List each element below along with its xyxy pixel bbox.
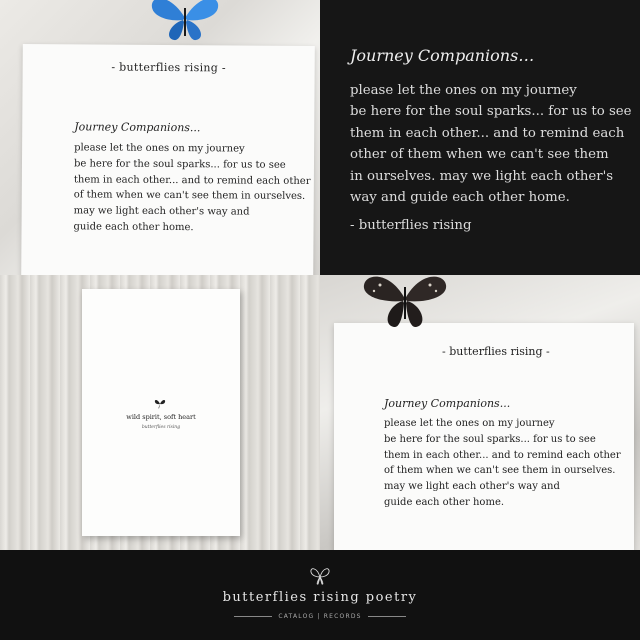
butterfly-logo-icon: [308, 566, 332, 586]
poem-line: them in each other... and to remind each other: [384, 449, 621, 461]
quote-title: Journey Companions…: [350, 46, 535, 65]
quote-line: other of them when we can't see them: [350, 147, 609, 163]
poem-line: be here for the soul sparks... for us to see: [73, 158, 286, 171]
dark-butterfly-icon: [360, 275, 450, 329]
brand-footer: [0, 550, 640, 640]
poem-paper: [21, 44, 315, 275]
butterfly-icon: [154, 399, 166, 409]
blue-butterfly-icon: [150, 0, 220, 42]
poem-line: them in each other... and to remind each other: [73, 173, 311, 187]
poem-line: guide each other home.: [384, 496, 505, 508]
divider: [368, 616, 406, 617]
paper-header: - butterflies rising -: [442, 345, 550, 358]
book-title: wild spirit, soft heart: [126, 413, 196, 421]
poem-body: [384, 416, 634, 511]
quote-panel-top-right: [320, 0, 640, 275]
poem-line: of them when we can't see them in ourselves.: [73, 189, 306, 203]
poem-title: Journey Companions...: [74, 120, 201, 135]
brand-subtitle: [0, 613, 640, 620]
quote-line: in ourselves. may we light each other's: [350, 168, 614, 184]
divider: [234, 616, 272, 617]
poetry-booklet: [82, 289, 240, 536]
photo-panel-bottom-left: [0, 275, 320, 550]
quote-line: them in each other... and to remind each: [350, 125, 625, 141]
quote-line: be here for the soul sparks... for us to see: [350, 104, 632, 120]
quote-line: way and guide each other home.: [350, 190, 570, 206]
photo-panel-bottom-right: [320, 275, 640, 550]
poem-line: please let the ones on my journey: [74, 142, 245, 155]
poem-line: of them when we can't see them in ourselves.: [384, 465, 616, 477]
poem-line: be here for the soul sparks... for us to see: [384, 433, 596, 445]
quote-line: please let the ones on my journey: [350, 83, 577, 98]
book-author: butterflies rising: [141, 425, 181, 430]
poem-line: please let the ones on my journey: [384, 418, 555, 429]
poem-title: Journey Companions...: [384, 397, 511, 410]
poem-line: guide each other home.: [73, 221, 194, 234]
photo-panel-top-left: [0, 0, 320, 275]
brand-subtitle-text: CATALOG | RECORDS: [278, 613, 362, 620]
quote-signature: - butterflies rising: [350, 218, 472, 233]
brand-name: butterflies rising poetry: [222, 590, 418, 605]
poem-line: may we light each other's way and: [73, 205, 250, 218]
paper-header: - butterflies rising -: [111, 60, 227, 75]
poem-line: may we light each other's way and: [384, 481, 560, 493]
poem-body: [73, 140, 314, 236]
quote-body: [350, 80, 635, 208]
poem-paper: [334, 323, 634, 550]
